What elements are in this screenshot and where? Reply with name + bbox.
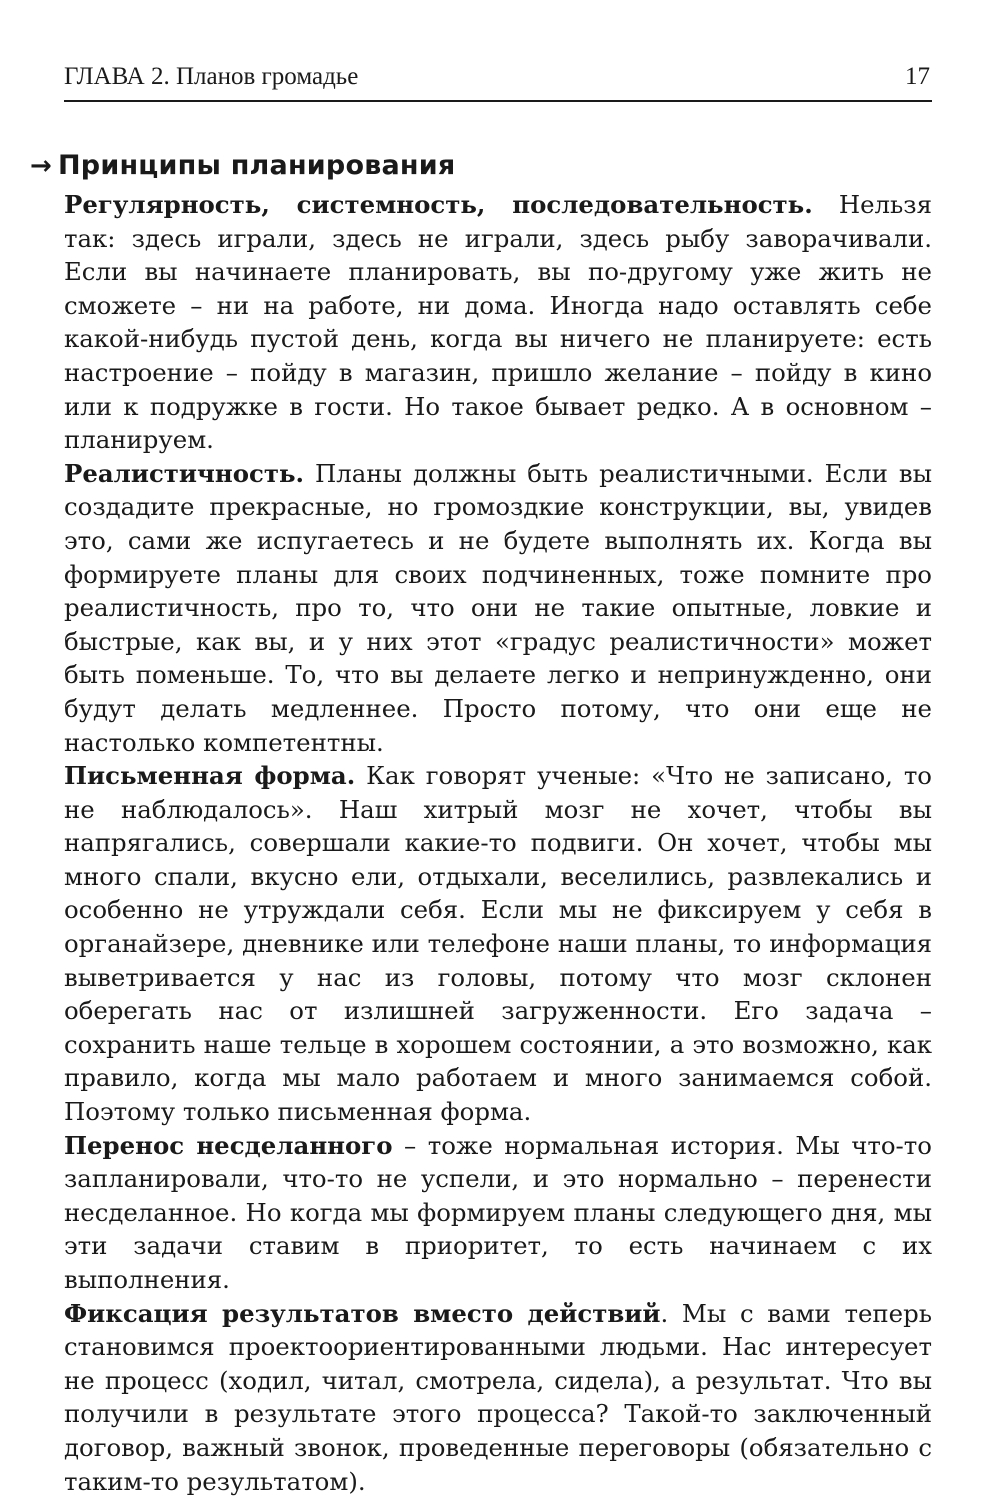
paragraph-lead: Реалистичность. (64, 458, 304, 488)
paragraph-lead: Перенос несделанного (64, 1130, 393, 1160)
paragraph (64, 759, 932, 1129)
paragraph-text: Нельзя так: здесь играли, здесь не играли, здесь рыбу заворачивали. Если вы начинаете планировать, вы по-другому уже жить не сможете – ни на работе, ни дома. Иногда надо оставлять себе какой-нибудь пустой день, когда вы ничего не планируете: есть настроение – пойду в магазин, пришло желание – пойду в кино или к подружке в гости. Но такое бывает редко. А в основном – планируем. (64, 190, 932, 455)
section-heading (30, 150, 932, 182)
paragraph-lead: Фиксация результатов вместо действий (64, 1298, 661, 1328)
book-page (30, 62, 932, 1498)
paragraph (64, 1297, 932, 1498)
paragraph-lead: Регулярность, системность, последовательность. (64, 190, 813, 219)
paragraph (64, 188, 932, 457)
paragraph-text: . Мы с вами теперь становимся проектоориентированными людьми. Нас интересует не процесс (ходил, читал, смотрела, сидела), а результат. Что вы получили в результате этого процесса? Такой-то заключенный договор, важный звонок, проведенные переговоры (обязательно с таким-то результатом). (64, 1298, 932, 1496)
paragraph-text: Как говорят ученые: «Что не записано, то не наблюдалось». Наш хитрый мозг не хочет, чтобы вы напрягались, совершали какие-то подвиги. Он хочет, чтобы мы много спали, вкусно ели, отдыхали, веселились, развлекались и особенно не утруждали себя. Если мы не фиксируем у себя в органайзере, дневнике или телефоне наши планы, то информация выветривается у нас из головы, потому что мозг склонен оберегать нас от излишней загруженности. Его задача – сохранить наше тельце в хорошем состоянии, а это возможно, как правило, когда мы мало работаем и много занимаемся собой. Поэтому только письменная форма. (64, 761, 932, 1127)
chapter-title: ГЛАВА 2. Планов громадье (64, 63, 359, 90)
page-number: 17 (905, 63, 930, 90)
paragraph-lead: Письменная форма. (64, 761, 356, 791)
section-title: Принципы планирования (58, 150, 456, 181)
paragraph-text: Планы должны быть реалистичными. Если вы создадите прекрасные, но громоздкие конструкции, вы, увидев это, сами же испугаетесь и не будете выполнять их. Когда вы формируете планы для своих подчиненных, тоже помните про реалистичность, про то, что они не такие опытные, ловкие и быстрые, как вы, и у них этот «градус реалистичности» может быть поменьше. То, что вы делаете легко и непринужденно, они будут делать медленнее. Просто потому, что они еще не настолько компетентны. (64, 458, 932, 757)
paragraph (64, 457, 932, 759)
running-head (64, 62, 932, 102)
arrow-icon: → (30, 151, 52, 181)
paragraph-text: – тоже нормальная история. Мы что-то запланировали, что-то не успели, и это нормально – перенести несделанное. Но когда мы формируем планы следующего дня, мы эти задачи ставим в приоритет, то есть начинаем с их выполнения. (64, 1130, 932, 1294)
paragraph (64, 1129, 932, 1297)
